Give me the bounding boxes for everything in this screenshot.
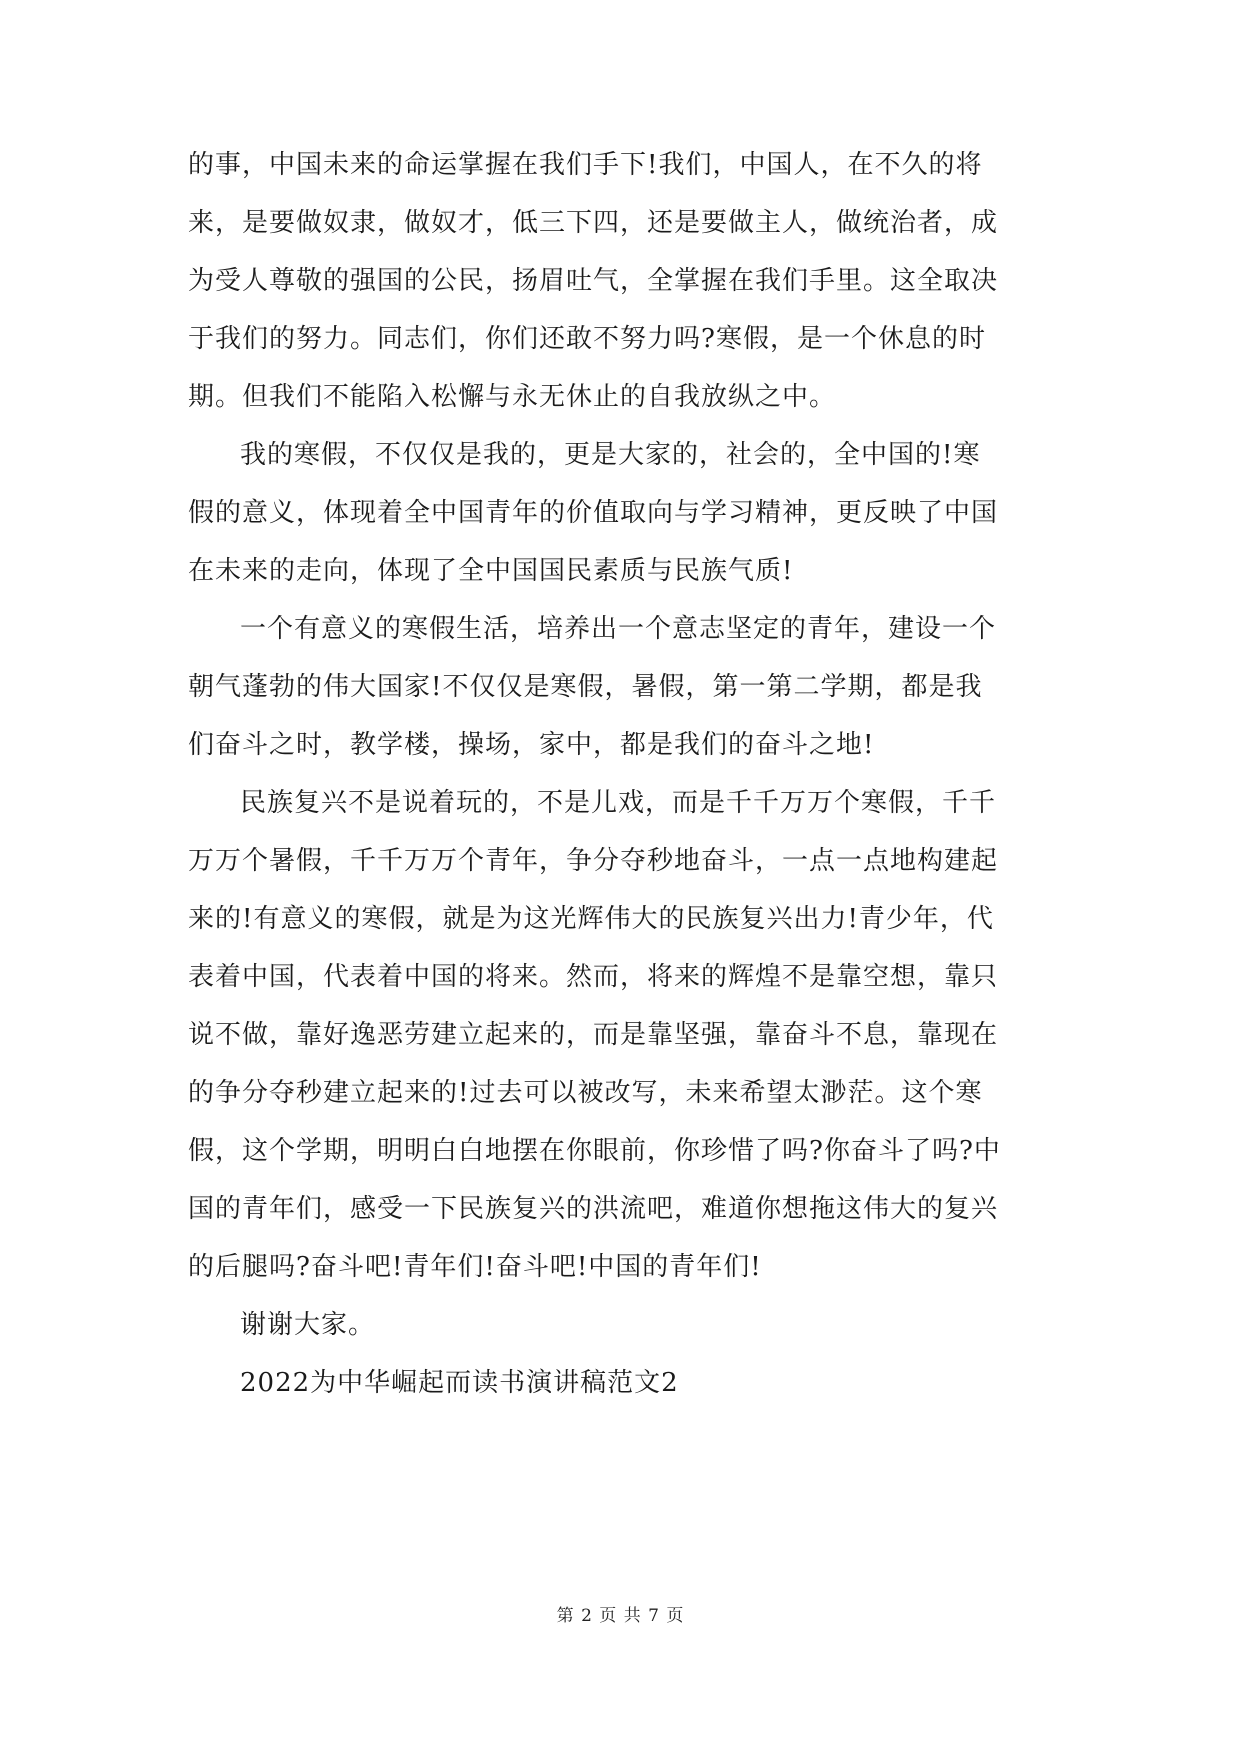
text-line: 朝气蓬勃的伟大国家!不仅仅是寒假，暑假，第一第二学期，都是我 [188, 672, 983, 702]
paragraph-first-line: 民族复兴不是说着玩的，不是儿戏，而是千千万万个寒假，千千 [240, 788, 997, 818]
text-line: 来的!有意义的寒假，就是为这光辉伟大的民族复兴出力!青少年，代 [188, 904, 994, 934]
text-line: 来，是要做奴隶，做奴才，低三下四，还是要做主人，做统治者，成 [188, 208, 999, 238]
section-heading: 2022为中华崛起而读书演讲稿范文2 [240, 1368, 679, 1398]
text-line: 为受人尊敬的强国的公民，扬眉吐气，全掌握在我们手里。这全取决 [188, 266, 999, 296]
text-line: 们奋斗之时，教学楼，操场，家中，都是我们的奋斗之地! [188, 730, 875, 760]
text-line: 的后腿吗?奋斗吧!青年们!奋斗吧!中国的青年们! [188, 1252, 762, 1282]
text-line: 在未来的走向，体现了全中国国民素质与民族气质! [188, 556, 794, 586]
text-line: 于我们的努力。同志们，你们还敢不努力吗?寒假，是一个休息的时 [188, 324, 986, 354]
paragraph-first-line: 一个有意义的寒假生活，培养出一个意志坚定的青年，建设一个 [240, 614, 997, 644]
text-line: 说不做，靠好逸恶劳建立起来的，而是靠坚强，靠奋斗不息，靠现在 [188, 1020, 999, 1050]
text-line: 的争分夺秒建立起来的!过去可以被改写，未来希望太渺茫。这个寒 [188, 1078, 983, 1108]
text-line: 假的意义，体现着全中国青年的价值取向与学习精神，更反映了中国 [188, 498, 999, 528]
paragraph-first-line: 谢谢大家。 [240, 1310, 376, 1340]
text-line: 期。但我们不能陷入松懈与永无休止的自我放纵之中。 [188, 382, 837, 412]
text-line: 的事，中国未来的命运掌握在我们手下!我们，中国人，在不久的将 [188, 150, 983, 180]
paragraph-first-line: 我的寒假，不仅仅是我的，更是大家的，社会的，全中国的!寒 [240, 440, 981, 470]
text-line: 万万个暑假，千千万万个青年，争分夺秒地奋斗，一点一点地构建起 [188, 846, 999, 876]
text-line: 国的青年们，感受一下民族复兴的洪流吧，难道你想拖这伟大的复兴 [188, 1194, 999, 1224]
text-line: 假，这个学期，明明白白地摆在你眼前，你珍惜了吗?你奋斗了吗?中 [188, 1136, 1001, 1166]
page-number-footer: 第 2 页 共 7 页 [556, 1606, 685, 1626]
text-line: 表着中国，代表着中国的将来。然而，将来的辉煌不是靠空想，靠只 [188, 962, 999, 992]
